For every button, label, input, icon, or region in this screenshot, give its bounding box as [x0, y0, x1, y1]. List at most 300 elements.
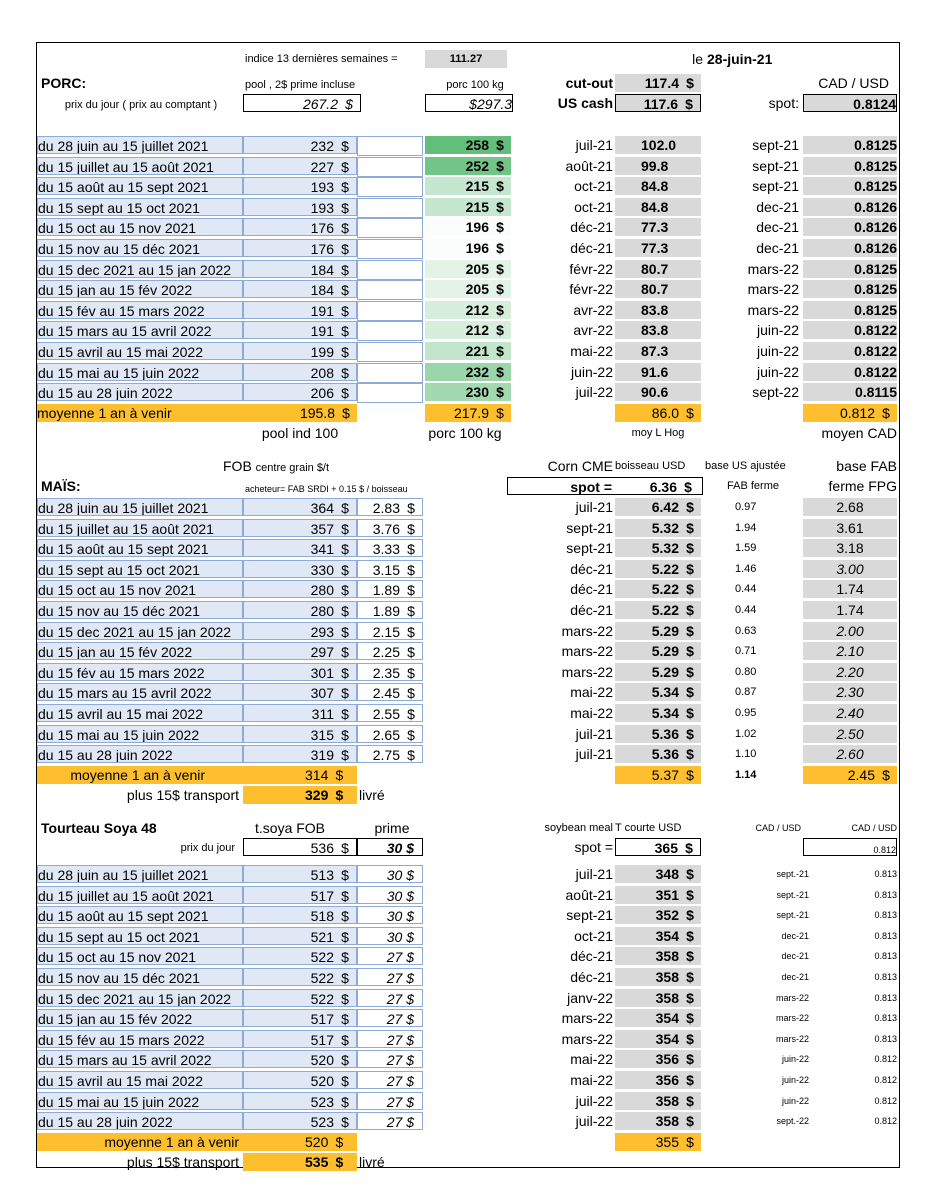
soya-meal-value: 358 [655, 990, 679, 1006]
soya-fx-month: sept.-21 [776, 869, 809, 879]
dollar-sign: $ [341, 1052, 349, 1068]
soya-title: Tourteau Soya 48 [41, 820, 157, 836]
mais-transport-value-value: 329 [305, 787, 329, 803]
mais-base-value: 2.45 [372, 685, 400, 701]
mais-fob-value: 330 [310, 562, 334, 578]
soya-prime: 27 $ [357, 968, 423, 986]
ferme-fpg-label: ferme FPG [828, 478, 897, 494]
porc-pool [243, 218, 357, 236]
dollar-sign: $ [686, 948, 694, 964]
porc-fx-month: sept-21 [752, 137, 799, 153]
mais-transport-label: plus 15$ transport [126, 787, 239, 803]
mais-avg-base-us: 1.14 [735, 769, 757, 781]
porc-period: du 15 oct au 15 nov 2021 [37, 218, 243, 236]
soya-period: du 15 nov au 15 déc 2021 [37, 968, 243, 986]
soya-prime: 30 $ [357, 927, 423, 945]
porc-avg-label: moyenne 1 an à venir [37, 404, 243, 422]
mais-cme-value: 5.36 [651, 726, 679, 742]
porc-lhog: 99.8 [615, 157, 701, 175]
porc-title: PORC: [41, 75, 87, 91]
porc-pool [243, 301, 357, 319]
mais-fob [243, 601, 357, 619]
mais-fob-value: 297 [310, 644, 334, 660]
porc-fx: 0.8126 [803, 239, 897, 257]
soya-fx: 0.813 [874, 993, 897, 1003]
mais-base-fab: 2.10 [803, 642, 897, 660]
mais-base-us: 0.97 [735, 501, 757, 513]
soya-fob-value: 517 [310, 1032, 334, 1048]
porc-spacer [357, 136, 423, 156]
porc-period: du 15 jan au 15 fév 2022 [37, 280, 243, 298]
dollar-sign: $ [341, 1032, 349, 1048]
soya-fx-month: dec-21 [781, 951, 809, 961]
soya-fob-value: 522 [310, 949, 334, 965]
porc-100kg-value: 232 [465, 364, 489, 380]
mais-avg-cme-value: 5.37 [651, 767, 679, 783]
soya-period: du 15 au 28 juin 2022 [37, 1112, 243, 1130]
mais-cme-value: 5.34 [651, 705, 679, 721]
dollar-sign: $ [496, 302, 504, 318]
dollar-sign: $ [407, 727, 415, 743]
porc-spacer [357, 383, 423, 403]
porc-pool-value: 199 [310, 344, 334, 360]
soya-meal [615, 865, 701, 883]
soya-spot-label: spot = [574, 839, 613, 855]
porc-lhog: 80.7 [615, 260, 701, 278]
mais-period: du 28 juin au 15 juillet 2021 [37, 498, 243, 516]
porc-100kg [425, 177, 511, 195]
mais-fob [243, 622, 357, 640]
soya-fx: 0.813 [874, 869, 897, 879]
soya-avg-meal-value: 355 [655, 1134, 679, 1150]
mais-base-us: 1.94 [735, 522, 757, 534]
soya-fob [243, 968, 357, 986]
porc-100kg-value: 205 [465, 261, 489, 277]
dollar-sign: $ [345, 96, 353, 112]
mais-base-fab: 3.00 [803, 560, 897, 578]
dollar-sign: $ [341, 500, 349, 516]
soya-prime: 27 $ [357, 1112, 423, 1130]
porc-avg-pool [243, 404, 357, 422]
mais-spot-value-value: 6.36 [649, 479, 677, 495]
prix-jour-pool [243, 94, 361, 112]
soya-month: sept-21 [566, 907, 613, 923]
dollar-sign: $ [341, 1073, 349, 1089]
porc-period: du 15 dec 2021 au 15 jan 2022 [37, 260, 243, 278]
soya-meal-value: 354 [655, 1010, 679, 1026]
dollar-sign: $ [341, 541, 349, 557]
dollar-sign: $ [342, 405, 350, 421]
soya-meal-value: 358 [655, 948, 679, 964]
porc-100kg-value: 215 [465, 178, 489, 194]
mais-period: du 15 oct au 15 nov 2021 [37, 580, 243, 598]
mais-fob [243, 539, 357, 557]
mais-base-fab: 3.18 [803, 539, 897, 557]
dollar-sign: $ [686, 1072, 694, 1088]
soya-fob-value: 517 [310, 1011, 334, 1027]
porc-foot-pool: pool ind 100 [261, 425, 339, 441]
soya-fx-month: juin-22 [781, 1054, 809, 1064]
mais-period: du 15 nov au 15 déc 2021 [37, 601, 243, 619]
acheteur-label: acheteur= FAB SRDI + 0.15 $ / boisseau [245, 484, 408, 494]
mais-spot-value [615, 478, 699, 496]
mais-fob [243, 683, 357, 701]
dollar-sign: $ [341, 200, 349, 216]
soya-fob [243, 927, 357, 945]
base-us-label: base US ajustée [705, 460, 786, 472]
soya-fob [243, 906, 357, 924]
porc-spacer [357, 363, 423, 383]
soybean-meal-label: soybean meal [544, 822, 613, 834]
soya-month: mai-22 [570, 1072, 613, 1088]
dollar-sign: $ [407, 521, 415, 537]
dollar-sign: $ [496, 261, 504, 277]
porc-pool-value: 206 [310, 385, 334, 401]
soya-fx: 0.813 [874, 1034, 897, 1044]
porc-lhog: 84.8 [615, 177, 701, 195]
soya-fob [243, 1030, 357, 1048]
mais-fob-value: 357 [310, 521, 334, 537]
soya-fob [243, 989, 357, 1007]
porc-avg-100kg-value: 217.9 [453, 405, 489, 421]
prix-jour-label: prix du jour ( prix au comptant ) [64, 99, 218, 111]
mais-month: juil-21 [575, 726, 613, 742]
porc-pool-value: 184 [310, 262, 334, 278]
porc-pool [243, 260, 357, 278]
mais-avg-base-fab [803, 766, 897, 784]
mais-base-us: 0.71 [735, 645, 757, 657]
soya-cadusd1: CAD / USD [755, 823, 801, 833]
mais-cme [615, 498, 701, 516]
dollar-sign: $ [496, 322, 504, 338]
soya-meal-value: 354 [655, 928, 679, 944]
soya-fx: 0.812 [874, 1096, 897, 1106]
soya-prime: 30 $ [357, 886, 423, 904]
porc-period: du 15 sept au 15 oct 2021 [37, 198, 243, 216]
dollar-sign: $ [407, 747, 415, 763]
soya-fob [243, 1050, 357, 1068]
porc-pool [243, 383, 357, 401]
dollar-sign: $ [407, 603, 415, 619]
soya-meal-value: 354 [655, 1031, 679, 1047]
porc-100kg [425, 321, 511, 339]
mais-cme [615, 725, 701, 743]
mais-base-us: 0.44 [735, 604, 757, 616]
cutout-value [615, 74, 701, 92]
soya-period: du 15 avril au 15 mai 2022 [37, 1071, 243, 1089]
porc-month: févr-22 [569, 281, 613, 297]
spreadsheet [36, 42, 900, 1168]
porc-month: avr-22 [573, 302, 613, 318]
mais-transport-value [243, 786, 357, 804]
soya-fx: 0.813 [874, 910, 897, 920]
porc-fx: 0.8125 [803, 280, 897, 298]
mais-base [357, 683, 423, 701]
mais-month: sept-21 [566, 540, 613, 556]
dollar-sign: $ [407, 541, 415, 557]
soya-fob-value: 521 [310, 929, 334, 945]
dollar-sign: $ [407, 562, 415, 578]
mais-base-us: 0.44 [735, 583, 757, 595]
porc-lhog: 80.7 [615, 280, 701, 298]
dollar-sign: $ [341, 582, 349, 598]
porc-100kg [425, 157, 511, 175]
mais-fob-value: 364 [310, 500, 334, 516]
mais-fob [243, 560, 357, 578]
soya-period: du 15 mai au 15 juin 2022 [37, 1092, 243, 1110]
porc-100kg-value: 212 [465, 302, 489, 318]
mais-base [357, 745, 423, 763]
soya-prime: 27 $ [357, 947, 423, 965]
dollar-sign: $ [341, 970, 349, 986]
soya-prix-value-value: 536 [310, 840, 334, 856]
dollar-sign: $ [341, 365, 349, 381]
porc-period: du 15 août au 15 sept 2021 [37, 177, 243, 195]
porc-lhog: 87.3 [615, 342, 701, 360]
porc-month: févr-22 [569, 261, 613, 277]
porc-month: mai-22 [570, 343, 613, 359]
soya-fob [243, 947, 357, 965]
mais-base [357, 601, 423, 619]
soya-meal [615, 886, 701, 904]
mais-fob [243, 580, 357, 598]
dollar-sign: $ [686, 499, 694, 515]
mais-period: du 15 dec 2021 au 15 jan 2022 [37, 622, 243, 640]
porc-fx: 0.8126 [803, 198, 897, 216]
porc-100kg [425, 301, 511, 319]
porc-100kg [425, 239, 511, 257]
dollar-sign: $ [341, 603, 349, 619]
mais-base-value: 2.15 [372, 624, 400, 640]
dollar-sign: $ [686, 1093, 694, 1109]
porc-lhog: 84.8 [615, 198, 701, 216]
porc-fx-month: dec-21 [756, 199, 799, 215]
mais-base [357, 725, 423, 743]
porc-spacer [357, 157, 423, 177]
soya-fx-month: mars-22 [775, 993, 809, 1003]
porc-fx-month: juin-22 [756, 322, 799, 338]
dollar-sign: $ [496, 364, 504, 380]
porc-avg-fx-value: 0.812 [839, 405, 875, 421]
soya-fx-month: dec-21 [781, 972, 809, 982]
porc-pool [243, 157, 357, 175]
dollar-sign: $ [341, 562, 349, 578]
dollar-sign: $ [686, 907, 694, 923]
mais-base-us: 1.02 [735, 728, 757, 740]
mais-base-fab: 1.74 [803, 601, 897, 619]
mais-base-us: 0.80 [735, 666, 757, 678]
dollar-sign: $ [341, 949, 349, 965]
mais-fob-header [223, 457, 363, 475]
dollar-sign: $ [341, 644, 349, 660]
uscash-value [615, 94, 701, 112]
mais-fob [243, 704, 357, 722]
mais-period: du 15 jan au 15 fév 2022 [37, 642, 243, 660]
mais-cme [615, 663, 701, 681]
mais-base-fab: 2.50 [803, 725, 897, 743]
porc-pool [243, 280, 357, 298]
soya-month: août-21 [565, 887, 613, 903]
dollar-sign: $ [341, 241, 349, 257]
porc-100kg-value: 215 [465, 199, 489, 215]
porc-lhog: 91.6 [615, 363, 701, 381]
porc-100kg-value: 230 [465, 384, 489, 400]
porc-lhog: 90.6 [615, 383, 701, 401]
soya-meal [615, 968, 701, 986]
porc-spacer [357, 260, 423, 280]
porc-pool-value: 193 [310, 179, 334, 195]
porc-fx-month: mars-22 [747, 281, 799, 297]
dollar-sign: $ [684, 479, 692, 495]
mais-avg-fob [243, 766, 357, 784]
porc-fx: 0.8125 [803, 157, 897, 175]
corn-cme-label: Corn CME [547, 458, 613, 474]
prix-jour-porc100: $297.3 [425, 94, 513, 112]
dollar-sign: $ [686, 746, 694, 762]
porc-fx-month: sept-21 [752, 178, 799, 194]
porc-fx-month: dec-21 [756, 219, 799, 235]
soya-period: du 15 juillet au 15 août 2021 [37, 886, 243, 904]
dollar-sign: $ [341, 685, 349, 701]
fob-sub: centre grain $/t [255, 462, 330, 474]
porc-foot-porc: porc 100 kg [428, 425, 502, 441]
soya-period: du 15 jan au 15 fév 2022 [37, 1009, 243, 1027]
dollar-sign: $ [341, 747, 349, 763]
porc-month: déc-21 [570, 219, 613, 235]
soya-meal [615, 947, 701, 965]
porc-fx: 0.8125 [803, 136, 897, 154]
dollar-sign: $ [686, 623, 694, 639]
mais-base-value: 2.55 [372, 706, 400, 722]
porc-foot-cad: moyen CAD [821, 425, 897, 441]
mais-cme [615, 519, 701, 537]
soya-prime-header: prime [374, 820, 410, 836]
dollar-sign: $ [341, 727, 349, 743]
soya-fx-month: juin-22 [781, 1096, 809, 1106]
soya-meal-value: 348 [655, 866, 679, 882]
mais-fob [243, 498, 357, 516]
soya-fx: 0.813 [874, 890, 897, 900]
soya-avg-label: moyenne 1 an à venir [37, 1133, 243, 1151]
spot-fx-value: 0.8124 [803, 94, 897, 112]
dollar-sign: $ [407, 644, 415, 660]
mais-base [357, 580, 423, 598]
dollar-sign: $ [686, 1134, 694, 1150]
dollar-sign: $ [341, 303, 349, 319]
porc-100kg [425, 280, 511, 298]
soya-prime-spot: 30 $ [357, 838, 423, 856]
mais-base-fab: 2.20 [803, 663, 897, 681]
porc-spacer [357, 198, 423, 218]
mais-base-fab: 2.30 [803, 683, 897, 701]
dollar-sign: $ [686, 75, 694, 91]
mais-cme [615, 601, 701, 619]
dollar-sign: $ [686, 1051, 694, 1067]
dollar-sign: $ [341, 282, 349, 298]
dollar-sign: $ [686, 684, 694, 700]
soya-meal-value: 352 [655, 907, 679, 923]
soya-fx: 0.813 [874, 972, 897, 982]
porc-fx: 0.8122 [803, 321, 897, 339]
mais-fob-value: 301 [310, 665, 334, 681]
porc-pool [243, 321, 357, 339]
soya-avg-fob [243, 1133, 357, 1151]
soya-fob-value: 513 [310, 867, 334, 883]
soya-meal-value: 358 [655, 1113, 679, 1129]
porc-100kg [425, 198, 511, 216]
soya-fx: 0.812 [874, 1116, 897, 1126]
porc-100kg-value: 258 [465, 137, 489, 153]
porc100-header: porc 100 kg [446, 79, 504, 91]
soya-meal [615, 927, 701, 945]
porc-pool-value: 208 [310, 365, 334, 381]
soya-fx: 0.813 [874, 1013, 897, 1023]
porc-spacer [357, 342, 423, 362]
mais-period: du 15 juillet au 15 août 2021 [37, 519, 243, 537]
soya-period: du 15 dec 2021 au 15 jan 2022 [37, 989, 243, 1007]
soya-cadusd2: CAD / USD [851, 823, 897, 833]
porc-pool-value: 176 [310, 220, 334, 236]
fob-label: FOB [223, 458, 252, 474]
porc-month: juil-22 [575, 384, 613, 400]
dollar-sign: $ [341, 1094, 349, 1110]
soya-fx-month: sept.-22 [776, 1116, 809, 1126]
soya-fob-value: 520 [310, 1073, 334, 1089]
porc-lhog: 83.8 [615, 301, 701, 319]
mais-fob-value: 315 [310, 727, 334, 743]
porc-spacer [357, 280, 423, 300]
mais-base [357, 663, 423, 681]
soya-fx-month: mars-22 [775, 1013, 809, 1023]
porc-fx: 0.8125 [803, 301, 897, 319]
soya-livre: livré [359, 1154, 385, 1170]
mais-period: du 15 mars au 15 avril 2022 [37, 683, 243, 701]
soya-fob [243, 1112, 357, 1130]
soya-fx-month: sept.-21 [776, 890, 809, 900]
mais-base-value: 2.35 [372, 665, 400, 681]
porc-pool-value: 191 [310, 303, 334, 319]
soya-prime: 27 $ [357, 1009, 423, 1027]
porc-period: du 28 juin au 15 juillet 2021 [37, 136, 243, 154]
soya-fob-value: 522 [310, 970, 334, 986]
soya-month: déc-21 [570, 948, 613, 964]
mais-base-fab: 3.61 [803, 519, 897, 537]
porc-period: du 15 juillet au 15 août 2021 [37, 157, 243, 175]
mais-period: du 15 fév au 15 mars 2022 [37, 663, 243, 681]
porc-pool [243, 177, 357, 195]
soya-meal [615, 1071, 701, 1089]
mais-fob-value: 311 [311, 706, 334, 722]
soya-period: du 15 sept au 15 oct 2021 [37, 927, 243, 945]
soya-fx-month: sept.-21 [776, 910, 809, 920]
mais-base [357, 519, 423, 537]
porc-avg-pool-value: 195.8 [299, 405, 335, 421]
soya-fob [243, 1071, 357, 1089]
mais-cme-value: 5.22 [651, 602, 679, 618]
mais-period: du 15 avril au 15 mai 2022 [37, 704, 243, 722]
mais-fob-value: 341 [310, 541, 334, 557]
dollar-sign: $ [686, 561, 694, 577]
porc-fx-month: juin-22 [756, 364, 799, 380]
dollar-sign: $ [496, 240, 504, 256]
dollar-sign: $ [686, 767, 694, 783]
dollar-sign: $ [496, 219, 504, 235]
fab-ferme-label: FAB ferme [727, 480, 779, 492]
indice-label: indice 13 dernières semaines = [245, 53, 398, 65]
indice-value: 111.27 [425, 50, 507, 68]
soya-transport-label: plus 15$ transport [126, 1154, 239, 1170]
porc-100kg-value: 196 [465, 219, 489, 235]
